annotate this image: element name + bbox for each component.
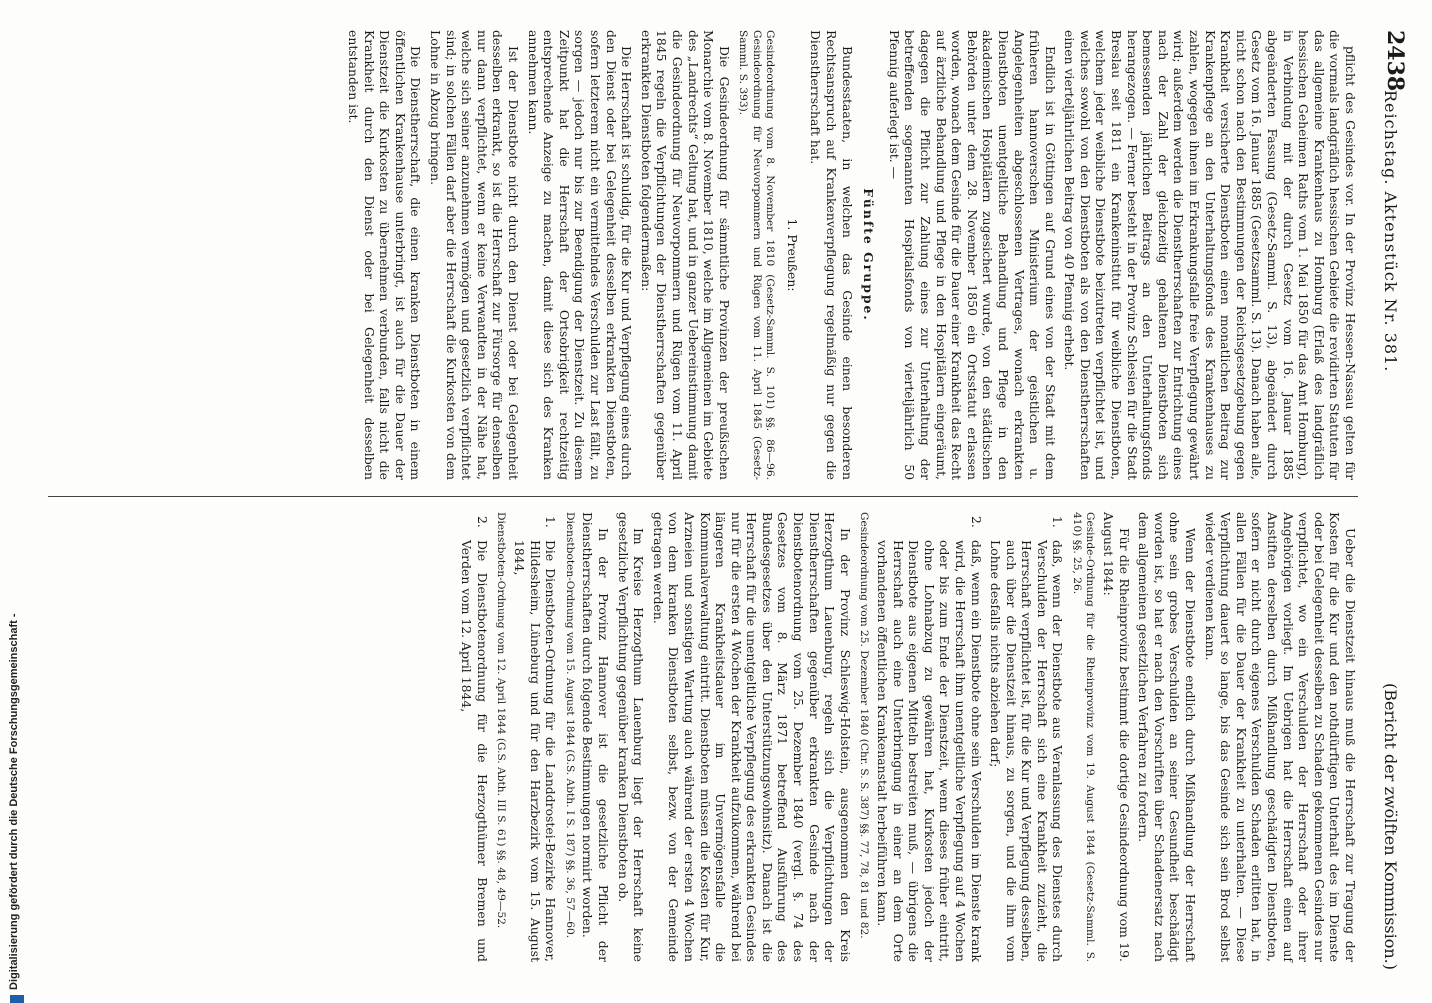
- paragraph: Wenn der Dienstbote endlich durch Mißhandlung der Herrschaft ohne sein grobes Verschulden an seiner Gesundheit beschädigt worden ist, so hat er nach den Vorschriften über Schadenersatz nach dem allgemeinen gesetzlichen Verfahren zu fordern.: [1136, 512, 1199, 962]
- paragraph: Die Dienstherrschaft, die einen kranken Dienstboten in einem öffentlichen Krankenhause unterbringt, ist auch für die Dauer der Dienstzeit die Kurkosten zu übernehmen verbunden, falls nicht die Krankheit durch den Dienst oder bei Gelegenheit desselben entstanden ist.: [346, 30, 424, 480]
- citation: Gesinde-Ordnung für die Rheinprovinz vom 19. August 1844 (Gesetz-Samml. S. 410) §§. 25, 26.: [1071, 512, 1097, 962]
- left-column: [341, 30, 1358, 480]
- paragraph: In der Provinz Schleswig-Holstein, ausgenommen den Kreis Herzogthum Lauenburg, regeln sich die Verpflichtungen der Dienstherrschaften gegenüber erkrankten Gesinde nach der Dienstbotenordnung vom 25. Dezember 1840 (vergl. §. 74 des Gesetzes vom 8. März 1871 betreffend Ausführung des Bundesgesetzes über den Unterstützungswohnsitz). Danach ist die Herrschaft für die unentgeltliche Verpflegung des erkrankten Gesindes nur für die ersten 4 Wochen der Krankheit aufzukommen, während bei längeren Krankheitsdauer im Unvermögensfalle die Kommunalverwaltung eintritt. Dienstboten müssen die Kosten für Kur, Arzneien und sonstigen Wartung auch während der ersten 4 Wochen von dem kranken Dienstboten selbst, bezw. von der Gemeinde getragen werden.: [650, 512, 853, 962]
- list-item-text: daß, wenn der Dienstbote aus Veranlassung des Dienstes durch Verschulden der Herrschaft sich eine Krankheit zuzieht, die Herrschaft verpflichtet ist, für die Kur und Verpflegung desselben, auch über die Dienstzeit hinaus, zu sorgen, und die ihm vom Lohne desfalls nichts abziehen darf;: [988, 540, 1066, 962]
- dfg-logo-icon: [10, 995, 24, 1003]
- paragraph: Die Herrschaft ist schuldig, für die Kur und Verpflegung eines durch den Dienst oder bei Gelegenheit desselben erkrankten Dienstboten, sofern letzterem nicht ein vermittelndes Verschulden zur Last fällt, zu sorgen — jedoch nur bis zur Beendigung der Dienstzeit. Zu diesem Zeitpunkt hat die Herrschaft der Ortsobrigkeit rechtzeitig entsprechende Anzeige zu machen, damit diese sich des Kranken annehmen kann.: [525, 30, 635, 480]
- paragraph: Die Gesindeordnung für sämmtliche Provinzen der preußischen Monarchie vom 8. November 1810, welche im Allgemeinen im Gebiete des „Landrechts“ Geltung hat, und in ganzer Uebereinstimmung damit die Gesindeordnung für Neuvorpommern und Rügen vom 11. April 1845 regeln die Verpflichtungen der Dienstherrschaften gegenüber erkrankten Dienstboten folgendermaßen:: [638, 30, 732, 480]
- column-divider: [48, 496, 1358, 497]
- list-item-text: Die Dienstboten-Ordnung für die Landdrostei-Bezirke Hannover, Hildesheim, Lüneburg und für den Harzbezirk vom 15. August 1844,: [512, 540, 559, 962]
- paragraph: pflicht des Gesindes vor. In der Provinz Hessen-Nassau gelten für die vormals landgräflich hessischen Gebiete die revidirten Statuten für das allgemeine Krankenhaus zu Homburg (Erlaß des landgräflich hessischen Geheimen Raths vom 1. Mai 1850 für das Amt Homburg), in Verbindung mit der durch Gesetz vom 16. Januar 1885 abgeänderten Fassung (Gesetz-Samml. S. 13), abgeändert durch Gesetz vom 16. Januar 1885 (Gesetzsamml. S. 13). Danach haben alle, nicht schon nach den Bestimmungen der Reichsgesetzgebung gegen Krankheit versicherte Dienstboten einen monatlichen Beitrag zur Krankenpflege an den Unterhaltungsfonds des Krankenhauses zu zahlen, wogegen ihnen im Erkrankungsfalle freie Verpflegung gewährt wird; außerdem werden die Dienstherrschaften zur Entrichtung eines nach der Zahl der gleichzeitig gehaltenen Dienstboten sich bemessenden jährlichen Beitrags an den Unterhaltungsfonds herangezogen. — Ferner besteht in der Provinz Schlesien für die Stadt Breslau seit 1811 ein Krankeninstitut für weibliche Dienstboten, welchem jeder weibliche Dienstbote beizutreten verpflichtet ist, und welches sowohl von den Dienstboten als von den Dienstherrschaften einen vierteljährlichen Beitrag von 40 Pfennig erhebt.: [1062, 30, 1358, 480]
- citation: Dienstboten-Ordnung vom 12. April 1844 (G.S. Abth. III S. 61) §§. 48, 49—52.: [495, 512, 508, 929]
- digitization-credit: [8, 600, 26, 990]
- subheading: 1. Preußen:: [784, 218, 800, 292]
- citation: Dienstboten-Ordnung vom 15. August 1844 (G.S. Abth. I S. 187) §§. 36, 57—60.: [563, 512, 576, 939]
- list-item: 2. Die Dienstbotenordnung für die Herzogthümer Bremen und Verden vom 12. April 1844,: [459, 516, 490, 962]
- paragraph: Bundesstaaten, in welchen das Gesinde einen besonderen Rechtsanspruch auf Krankenverpflegung regelmäßig nur gegen die Dienstherrschaft hat.: [808, 30, 855, 480]
- citation: Gesindeordnung vom 8. November 1810 (Gesetz-Samml. S. 101) §§. 86—96. Gesindeordnung für Neuvorpommern und Rügen vom 11. April 1845 (Gesetz-Samml. S. 393).: [737, 30, 777, 480]
- citation: Gesindeordnung vom 25. Dezember 1840 (Chr. S. S. 387) §§. 77, 78, 81 und 82.: [858, 512, 871, 939]
- list-item: 2. daß, wenn ein Dienstbote ohne sein Verschulden im Dienste krank wird, die Herrschaft ihm unentgeltliche Verpflegung auf 4 Wochen oder bis zum Ende der Dienstzeit, wenn dieses früher eintritt, ohne Lohnabzug zu gewähren hat, Kurkosten jedoch der Dienstbote aus eigenen Mitteln bestreiten muß, — übrigens die Herrschaft auch eine Unterbringung in einer an dem Orte vorhandenen öffentlichen Krankenanstalt herbeiführen kann.: [874, 516, 984, 962]
- list-item-text: daß, wenn ein Dienstbote ohne sein Verschulden im Dienste krank wird, die Herrschaft ihm unentgeltliche Verpflegung auf 4 Wochen oder bis zum Ende der Dienstzeit, wenn dieses früher eintritt, ohne Lohnabzug zu gewähren hat, Kurkosten jedoch der Dienstbote aus eigenen Mitteln bestreiten muß, — übrigens die Herrschaft auch eine Unterbringung in einer an dem Orte vorhandenen öffentlichen Krankenanstalt herbeiführen kann.: [874, 540, 984, 962]
- paragraph: Für die Rheinprovinz bestimmt die dortige Gesindeordnung vom 19. August 1844:: [1101, 512, 1132, 962]
- list-item: 1. Die Dienstboten-Ordnung für die Landdrostei-Bezirke Hannover, Hildesheim, Lüneburg und für den Harzbezirk vom 15. August 1844,: [512, 516, 559, 962]
- section-heading: Fünfte Gruppe.: [861, 188, 877, 322]
- page-header: [1366, 30, 1408, 970]
- rotated-document-sheet: [30, 20, 1410, 980]
- list-item: 1. daß, wenn der Dienstbote aus Veranlassung des Dienstes durch Verschulden der Herrschaft sich eine Krankheit zuzieht, die Herrschaft verpflichtet ist, für die Kur und Verpflegung desselben, auch über die Dienstzeit hinaus, zu sorgen, und die ihm vom Lohne desfalls nichts abziehen darf;: [988, 516, 1066, 962]
- paragraph: Im Kreise Herzogthum Lauenburg liegt der Herrschaft keine gesetzliche Verpflichtung gegenüber kranken Dienstboten ob.: [615, 512, 647, 962]
- page-number: 2438: [1382, 30, 1408, 92]
- running-title: Reichstag. Aktenstück Nr. 381.: [1381, 90, 1400, 373]
- credit-text: Digitalisierung gefördert durch die Deutsche Forschungsgemeinschaft -: [8, 613, 20, 990]
- paragraph: Endlich ist in Göttingen auf Grund eines von der Stadt mit dem früheren hannoverschen Ministerium der geistlichen u. Angelegenheiten abgeschlossenen Vertrages, wonach erkrankten Dienstboten unentgeltliche Behandlung und Pflege in den akademischen Hospitälern zugesichert wurde, von den städtischen Behörden unter dem 28. November 1850 ein Ortsstatut erlassen worden, wonach dem Gesinde für die Dauer einer Krankheit das Recht auf ärztliche Behandlung und Pflege in den Hospitälern eingeräumt, dagegen die Pflicht zur Zahlung eines zur Unterhaltung der betreffenden sogenannten Hospitalsfonds von vierteljährlich 50 Pfennig auferlegt ist. —: [886, 30, 1058, 480]
- paragraph: Ist der Dienstbote nicht durch den Dienst oder bei Gelegenheit desselben erkrankt, so ist die Herrschaft zur Fürsorge für denselben nur dann verpflichtet, wenn er keine Verwandten in der Nähe hat, welche sich seiner anzunehmen vermögen und gesetzlich verpflichtet sind; in solchen Fällen darf aber die Herrschaft die Kurkosten von dem Lohne in Abzug bringen.: [428, 30, 521, 480]
- right-column: [455, 512, 1358, 962]
- paragraph: In der Provinz Hannover ist die gesetzliche Pflicht der Dienstherrschaften durch folgende Bestimmungen normirt worden.: [580, 512, 611, 962]
- paragraph: Ueber die Dienstzeit hinaus muß die Herrschaft zur Tragung der Kosten für die Kur und den nothdürftigen Unterhalt des im Dienste oder bei Gelegenheit desselben zu Schaden gekommenen Gesindes nur verpflichtet, wo ein Verschulden der Herrschaft oder ihrer Angehörigen vorliegt. Im Uebrigen hat die Herrschaft einen auf Anstiften derselben durch Mißhandlung geschädigten Dienstboten, sofern er nicht durch eigenes Verschulden Schaden erlitten hat, in allen Fällen für die Dauer der Krankheit zu unterhalten. — Diese Verpflichtung dauert so lange, bis das Gesinde sich sein Brod selbst wieder verdienen kann.: [1202, 512, 1358, 962]
- running-subtitle: (Bericht der zwölften Kommission.): [1381, 683, 1400, 970]
- list-item-text: Die Dienstbotenordnung für die Herzogthümer Bremen und Verden vom 12. April 1844,: [459, 540, 490, 962]
